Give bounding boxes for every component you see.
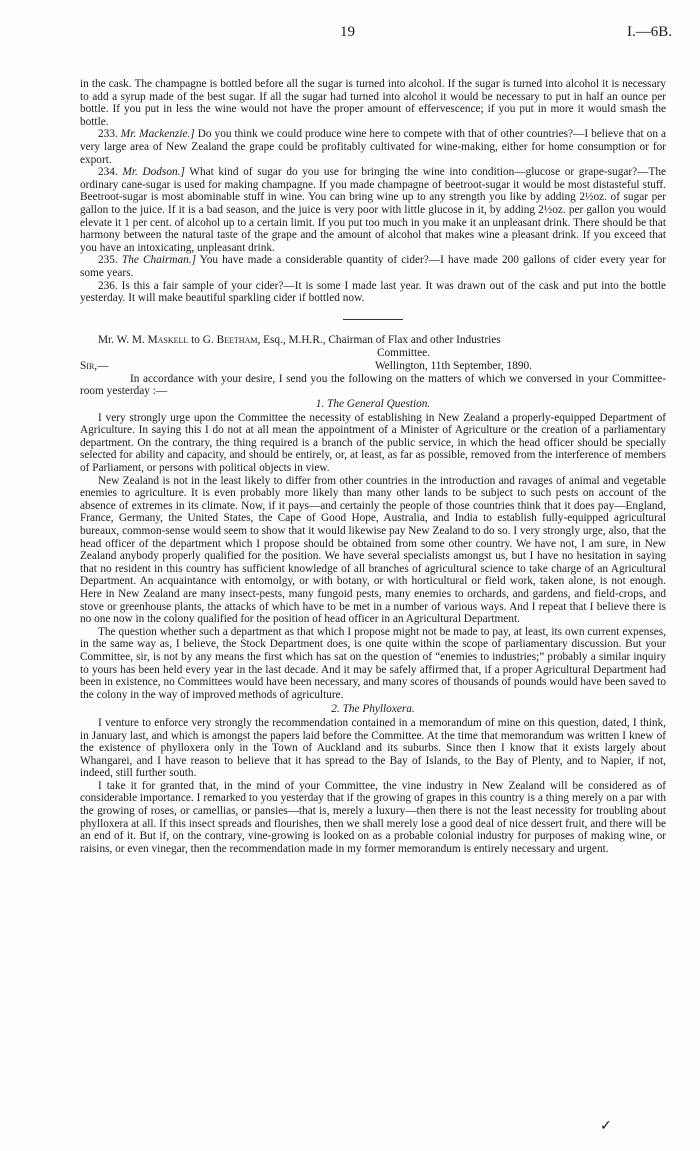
heading-rest: , Esq., M.H.R., Chairman of Flax and other Industries <box>257 333 501 346</box>
question-text: You have made a considerable quantity of cider?—I have made 200 gallons of cider every year for some years. <box>80 254 666 279</box>
letter-date: Wellington, 11th September, 1890. <box>375 359 532 372</box>
letter-intro: In accordance with your desire, I send you the following on the matters of which we conversed in your Committee-room yesterday :— <box>80 372 666 398</box>
document-code: I.—6B. <box>627 24 672 40</box>
heading-to: to G. <box>191 333 214 346</box>
page-number: 19 <box>340 24 355 40</box>
question-speaker: The Chairman.] <box>121 254 197 267</box>
heading-prefix: Mr. W. M. <box>98 333 145 346</box>
question-234 <box>80 166 666 254</box>
section-divider <box>343 319 403 320</box>
paragraph: I very strongly urge upon the Committee the necessity of establishing in New Zealand a properly-equipped Department of Agriculture. In saying this I do not at all mean the appointment of a Minister of Agriculture or the creation of a parliamentary department. On the contrary, the thing required is a branch of the public service, in which the head officer should be specially selected for ability and capacity, and should be entirely, or, at least, as far as possible, removed from the interference of members of Parliament, or persons with political objects in view. <box>80 411 666 475</box>
question-speaker: Mr. Dodson.] <box>122 166 185 179</box>
question-233 <box>80 128 666 166</box>
paragraph: The question whether such a department as that which I propose might not be made to pay, at least, its own current expenses, in the same way as, I believe, the Stock Department does, is one quite within the scope of parliamentary discussion. But your Committee, sir, is not by any means the first which has sat on the question of “enemies to industries;” probably a similar inquiry to yours has been held every year in the last decade. And it may be safely affirmed that, if a proper Agricultural Department had been in existence, no Committees would have been necessary, and many scores of thousands of pounds would have been saved to the colony in the way of improved methods of agriculture. <box>80 625 666 701</box>
question-number: 234. <box>98 166 118 179</box>
evidence-continuation: in the cask. The champagne is bottled before all the sugar is turned into alcohol. If the sugar is turned into alcohol it is necessary to add a syrup made of the best sugar. If all the sugar had turned into alcohol it would be necessary to put in half an ounce per bottle. If you put in less the wine would not have the proper amount of effervescence; if you put in more it would smash the bottle. <box>80 78 666 128</box>
paragraph: New Zealand is not in the least likely to differ from other countries in the introduction and ravages of animal and vegetable enemies to agriculture. It is even probably more likely than many other lands to be subject to such pests on account of the absence of extremes in its climate. Now, if it pays—and certainly the people of those countries think that it does pay—England, France, Germany, the United States, the Cape of Good Hope, Australia, and India to establish fully-equipped agricultural bureaux, common-sense would seem to show that it would likewise pay New Zealand to do so. I very strongly urge, also, that the head officer of the department which I propose should be obtained from some other country. We have not, I am sure, in New Zealand anybody properly qualified for the position. We have several specialists amongst us, but I have no hesitation in saying that no resident in this country has sufficient knowledge of all branches of agricultural science to take charge of an Agricultural Department. An acquaintance with entomolgy, or with botany, or with horticultural or field work, taken alone, is not enough. Here in New Zealand are many insect-pests, many fungoid pests, many enemies to orchards, and gardens, and field-crops, and stove or greenhouse plants, the attacks of which have to be met in a number of various ways. And I repeat that I believe there is no one now in the colony qualified for the position of head officer in an Agricultural Department. <box>80 474 666 626</box>
question-235 <box>80 254 666 279</box>
salutation: Sir,— <box>80 359 109 372</box>
page-header <box>0 24 700 48</box>
check-mark-icon: ✓ <box>600 1119 612 1134</box>
question-number: 235. <box>98 254 118 267</box>
letter-author: Maskell <box>147 333 189 346</box>
question-text: What kind of sugar do you use for bringing the wine into condition—glucose or grape-sugar?—The ordinary cane-sugar is used for making champagne. If you made champagne of beetroot-sugar it would be most distasteful stuff. Beetroot-sugar is most abominable stuff in wine. You can bring wine up to any strength you like by adding 2½oz. of sugar per gallon to the juice. If it is a bad season, and the juice is very poor with little glucose in it, by adding 2½oz. per gallon you would elevate it 1 per cent. of alcohol up to a certain limit. If you put too much in you make it an unpleasant drink. There should be that harmony between the natural taste of the grape and the amount of alcohol that makes wine a pleasant drink. If you exceed that you have an intoxicating, unpleasant drink. <box>80 166 667 254</box>
salutation-row <box>80 360 666 373</box>
letter-heading <box>80 334 666 347</box>
paragraph: I take it for granted that, in the mind of your Committee, the vine industry in New Zealand will be considered as of considerable importance. I remarked to you yesterday that if the growing of grapes in this country is a thing merely on a par with the growing of roses, or camellias, or pansies—that is, merely a luxury—then there is not the least necessity for troubling about phylloxera at all. If this insect spreads and flourishes, then we shall merely lose a good deal of nice dessert fruit, and there will be an end of it. But if, on the contrary, vine-growing is looked on as a probable colonial industry for purposes of making wine, or raisins, or even vinegar, then the recommendation made in my former memorandum is entirely necessary and urgent. <box>80 779 666 855</box>
section-title-general: 1. The General Question. <box>315 398 431 411</box>
section-title-phylloxera: 2. The Phylloxera. <box>331 703 415 716</box>
question-speaker: Mr. Mackenzie.] <box>120 128 195 141</box>
letter-heading-line2: Committee. <box>376 347 430 360</box>
paragraph: I venture to enforce very strongly the recommendation contained in a memorandum of mine on this question, dated, I think, in January last, and which is amongst the papers laid before the Committee. At the time that memorandum was written I knew of the existence of phylloxera only in the Town of Auckland and its suburbs. Since then I know that it exists largely about Whangarei, and I have reason to believe that it has spread to the Bay of Islands, to the Bay of Plenty, and to Napier, if not, indeed, still further south. <box>80 716 666 780</box>
question-number: 233. <box>98 128 118 141</box>
question-text: Do you think we could produce wine here to compete with that of other countries?—I believe that on a very large area of New Zealand the grape could be profitably cultivated for wine-making, either for home consumption or for export. <box>80 128 666 166</box>
letter-recipient: Beetham <box>216 333 258 346</box>
page-body <box>80 78 666 855</box>
question-236: 236. Is this a fair sample of your cider?—It is some I made last year. It was drawn out of the cask and put into the bottle yesterday. It will make beautiful sparkling cider if bottled now. <box>80 279 666 305</box>
